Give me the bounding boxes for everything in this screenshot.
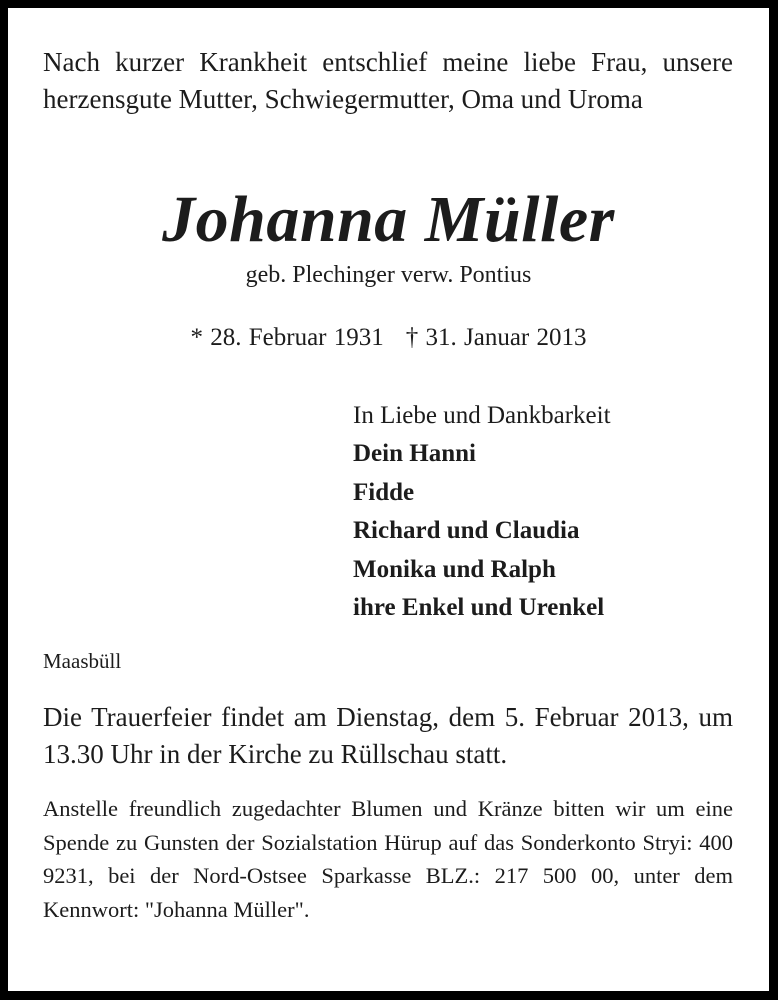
life-dates bbox=[8, 322, 769, 354]
intro-text: Nach kurzer Krankheit entschlief meine liebe Frau, unsere herzensgute Mutter, Schwiegermutter, Oma und Uroma bbox=[43, 47, 733, 114]
obituary-notice bbox=[8, 8, 769, 991]
deceased-name: Johanna Müller bbox=[162, 183, 615, 256]
mourner: Fidde bbox=[353, 478, 415, 506]
death-date: † 31. Januar 2013 bbox=[405, 324, 587, 351]
mourners-block bbox=[353, 397, 753, 627]
place-name: Maasbüll bbox=[43, 649, 122, 673]
family-greeting: In Liebe und Dankbarkeit bbox=[353, 402, 611, 429]
donation-info: Anstelle freundlich zugedachter Blumen und Kränze bitten wir um eine Spende zu Gunsten der Sozialstation Hürup auf das Sonderkonto Stryi: 400 9231, bei der Nord-Ostsee Sparkasse BLZ.: 217 500 00, unter dem Kennwort: "Johanna Müller". bbox=[43, 796, 733, 922]
maiden-name: geb. Plechinger verw. Pontius bbox=[245, 262, 532, 288]
mourner: Monika und Ralph bbox=[353, 555, 556, 583]
mourner: Dein Hanni bbox=[353, 440, 476, 468]
mourner: ihre Enkel und Urenkel bbox=[353, 594, 605, 622]
mourner: Richard und Claudia bbox=[353, 517, 580, 545]
funeral-info: Die Trauerfeier findet am Dienstag, dem 5. Februar 2013, um 13.30 Uhr in der Kirche zu Rüllschau statt. bbox=[43, 702, 733, 769]
birth-date: * 28. Februar 1931 bbox=[190, 324, 384, 351]
